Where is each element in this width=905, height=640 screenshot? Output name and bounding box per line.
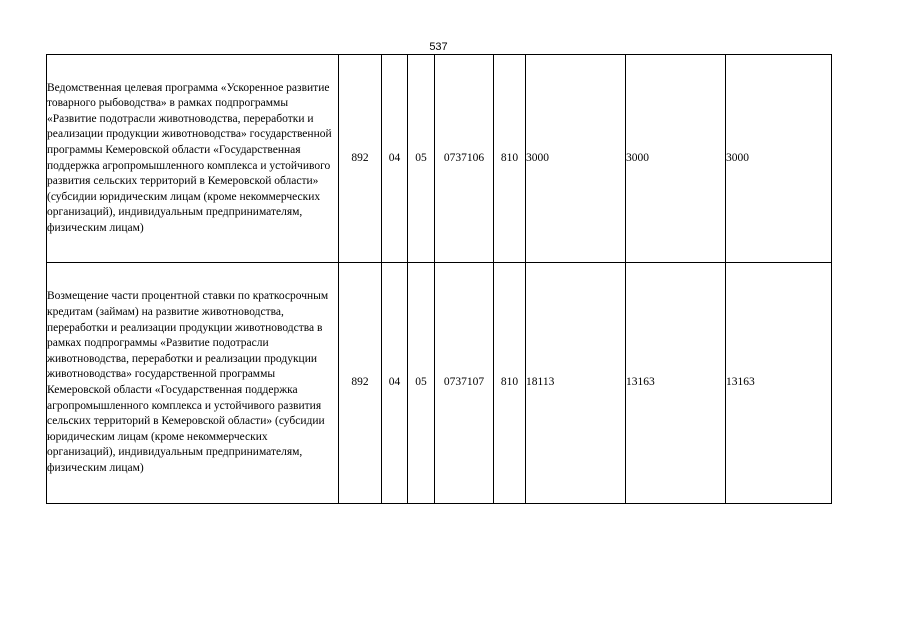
table-row — [47, 55, 832, 263]
amount-year-1: 3000 — [526, 55, 626, 263]
ministry-code: 892 — [339, 263, 382, 504]
subsection-code: 05 — [408, 55, 435, 263]
amount-year-3: 13163 — [726, 263, 832, 504]
target-article-code: 0737106 — [435, 55, 494, 263]
amount-year-2: 3000 — [626, 55, 726, 263]
ministry-code: 892 — [339, 55, 382, 263]
page-number: 537 — [429, 41, 448, 53]
row-description: Ведомственная целевая программа «Ускоренное развитие товарного рыбоводства» в рамках подпрограммы «Развитие подотрасли животноводства, переработки и реализации продукции животноводства» государственной программы Кемеровской области «Государственная поддержка агропромышленного комплекса и устойчивого развития сельских территорий в Кемеровской области» (субсидии юридическим лицам (кроме некоммерческих организаций), индивидуальным предпринимателям, физическим лицам) — [47, 55, 339, 263]
section-code: 04 — [382, 263, 408, 504]
amount-year-3: 3000 — [726, 55, 832, 263]
expense-type-code: 810 — [494, 55, 526, 263]
target-article-code: 0737107 — [435, 263, 494, 504]
section-code: 04 — [382, 55, 408, 263]
budget-table — [46, 54, 832, 504]
table-row — [47, 263, 832, 504]
expense-type-code: 810 — [494, 263, 526, 504]
amount-year-2: 13163 — [626, 263, 726, 504]
amount-year-1: 18113 — [526, 263, 626, 504]
subsection-code: 05 — [408, 263, 435, 504]
row-description: Возмещение части процентной ставки по краткосрочным кредитам (займам) на развитие животноводства, переработки и реализации продукции животноводства в рамках подпрограммы «Развитие подотрасли животноводства, переработки и реализации продукции животноводства» государственной программы Кемеровской области «Государственная поддержка агропромышленного комплекса и устойчивого развития сельских территорий в Кемеровской области» (субсидии юридическим лицам (кроме некоммерческих организаций), индивидуальным предпринимателям, физическим лицам) — [47, 263, 339, 504]
